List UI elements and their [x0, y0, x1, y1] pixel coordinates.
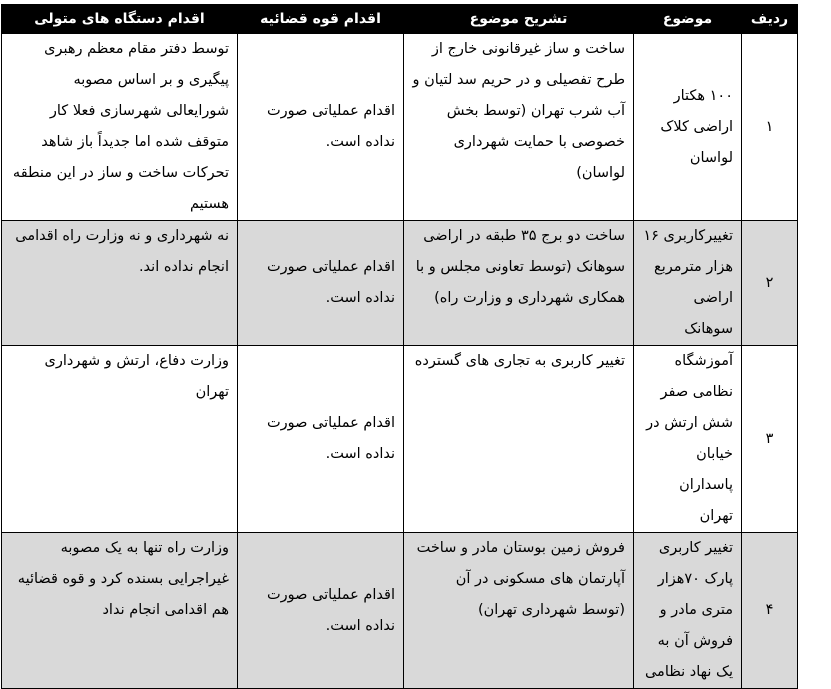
header-row-number: ردیف: [742, 5, 798, 34]
table-row: [2, 533, 798, 689]
table-row: [2, 346, 798, 533]
header-description: تشریح موضوع: [404, 5, 634, 34]
table-row: [2, 34, 798, 221]
subject-cell: ۱۰۰ هکتار اراضی کلاک لواسان: [634, 34, 742, 221]
judiciary-cell: اقدام عملیاتی صورت نداده است.: [238, 533, 404, 689]
table-header-row: [2, 5, 798, 34]
judiciary-cell: اقدام عملیاتی صورت نداده است.: [238, 346, 404, 533]
subject-cell: تغییر کاربری پارک ۷۰هزار متری مادر و فروش آن به یک نهاد نظامی: [634, 533, 742, 689]
row-number-cell: ۱: [742, 34, 798, 221]
responsible-cell: توسط دفتر مقام معظم رهبری پیگیری و بر اساس مصوبه شورایعالی شهرسازی فعلا کار متوقف شده اما جدیداً باز شاهد تحرکات ساخت و ساز در این منطقه هستیم: [2, 34, 238, 221]
header-responsible: اقدام دستگاه های متولی: [2, 5, 238, 34]
judiciary-cell: اقدام عملیاتی صورت نداده است.: [238, 34, 404, 221]
header-subject: موضوع: [634, 5, 742, 34]
row-number-cell: ۴: [742, 533, 798, 689]
responsible-cell: وزارت دفاع، ارتش و شهرداری تهران: [2, 346, 238, 533]
subject-cell: آموزشگاه نظامی صفر شش ارتش در خیابان پاسداران تهران: [634, 346, 742, 533]
description-cell: فروش زمین بوستان مادر و ساخت آپارتمان های مسکونی در آن (توسط شهرداری تهران): [404, 533, 634, 689]
description-cell: ساخت و ساز غیرقانونی خارج از طرح تفصیلی و در حریم سد لتیان و آب شرب تهران (توسط بخش خصوصی با حمایت شهرداری لواسان): [404, 34, 634, 221]
judiciary-cell: اقدام عملیاتی صورت نداده است.: [238, 221, 404, 346]
table-row: [2, 221, 798, 346]
row-number-cell: ۲: [742, 221, 798, 346]
header-judiciary: اقدام قوه قضائیه: [238, 5, 404, 34]
land-use-table: [1, 4, 798, 689]
responsible-cell: وزارت راه تنها به یک مصوبه غیراجرایی بسنده کرد و قوه قضائیه هم اقدامی انجام نداد: [2, 533, 238, 689]
subject-cell: تغییرکاربری ۱۶ هزار مترمربع اراضی سوهانک: [634, 221, 742, 346]
description-cell: تغییر کاربری به تجاری های گسترده: [404, 346, 634, 533]
responsible-cell: نه شهرداری و نه وزارت راه اقدامی انجام نداده اند.: [2, 221, 238, 346]
description-cell: ساخت دو برج ۳۵ طبقه در اراضی سوهانک (توسط تعاونی مجلس و با همکاری شهرداری و وزارت راه): [404, 221, 634, 346]
row-number-cell: ۳: [742, 346, 798, 533]
